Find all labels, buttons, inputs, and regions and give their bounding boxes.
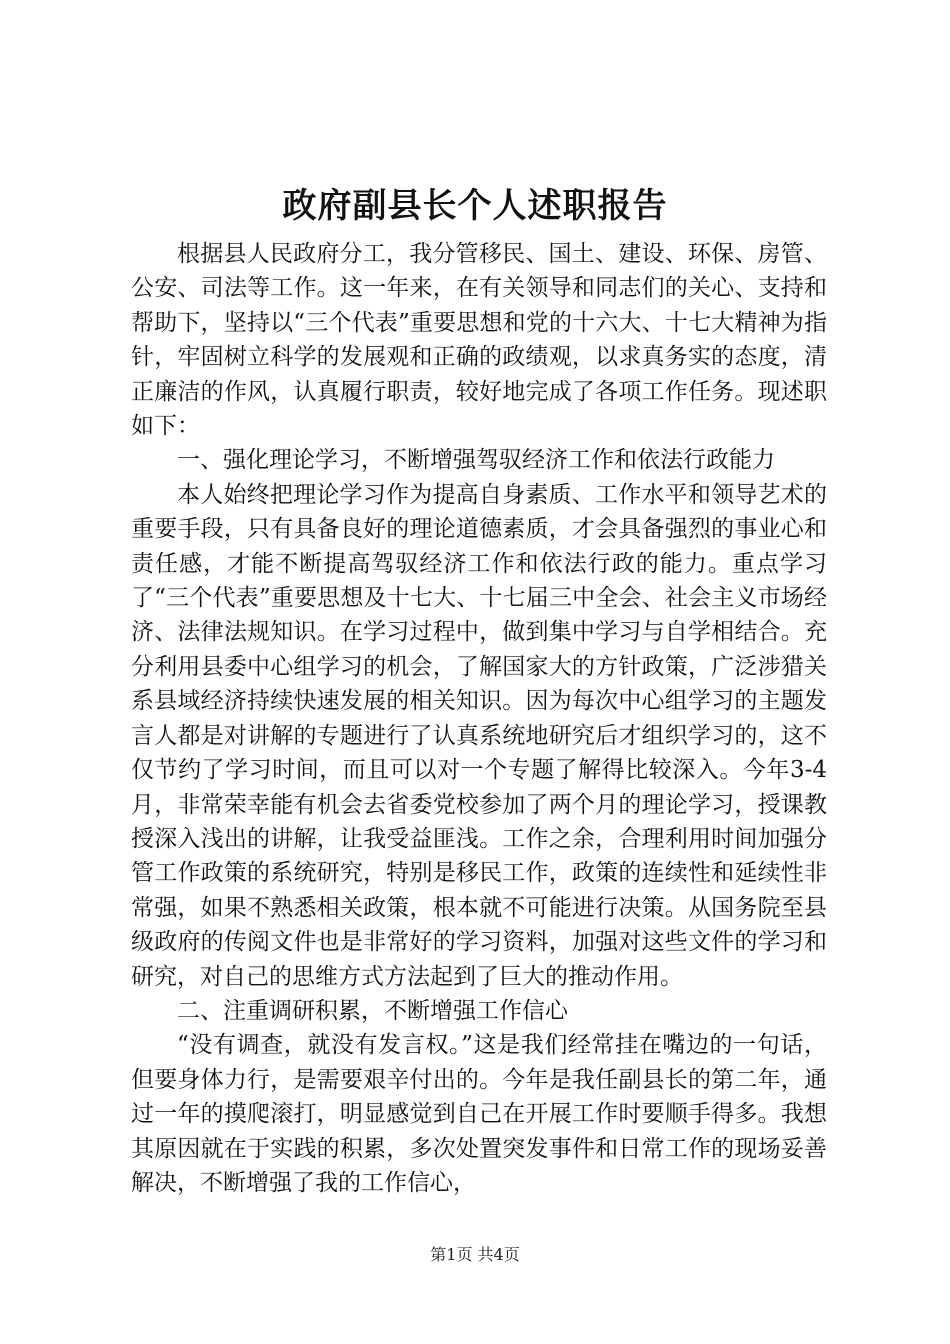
section-heading-1: 一、强化理论学习，不断增强驾驭经济工作和依法行政能力 [177,447,775,474]
paragraph-section-2: “没有调查，就没有发言权。”这是我们经常挂在嘴边的一句话，但要身体力行，是需要艰辛付出的。今年是我任副县长的第二年，通过一年的摸爬滚打，明显感觉到自己在开展工作时要顺手得多。我想其原因就在于实践的积累，多次处置突发事件和日常工作的现场妥善解决，不断增强了我的工作信心， [131,1032,827,1196]
section-heading-2: 二、注重调研积累，不断增强工作信心 [177,997,568,1024]
paragraph-section-1: 本人始终把理论学习作为提高自身素质、工作水平和领导艺术的重要手段，只有具备良好的理论道德素质，才会具备强烈的事业心和责任感，才能不断提高驾驭经济工作和依法行政的能力。重点学习了“三个代表”重要思想及十七大、十七届三中全会、社会主义市场经济、法律法规知识。在学习过程中，做到集中学习与自学相结合。充分利用县委中心组学习的机会，了解国家大的方针政策，广泛涉猎关系县域经济持续快速发展的相关知识。因为每次中心组学习的主题发言人都是对讲解的专题进行了认真系统地研究后才组织学习的，这不仅节约了学习时间，而且可以对一个专题了解得比较深入。今年3-4月，非常荣幸能有机会去省委党校参加了两个月的理论学习，授课教授深入浅出的讲解，让我受益匪浅。工作之余，合理利用时间加强分管工作政策的系统研究，特别是移民工作，政策的连续性和延续性非常强，如果不熟悉相关政策，根本就不可能进行决策。从国务院至县级政府的传阅文件也是非常好的学习资料，加强对这些文件的学习和研究，对自己的思维方式方法起到了巨大的推动作用。 [131,481,827,990]
page-number-footer: 第1页 共4页 [430,1245,520,1264]
document-body [131,237,827,1200]
document-title: 政府副县长个人述职报告 [282,186,668,226]
paragraph-intro: 根据县人民政府分工，我分管移民、国土、建设、环保、房管、公安、司法等工作。这一年来，在有关领导和同志们的关心、支持和帮助下，坚持以“三个代表”重要思想和党的十六大、十七大精神为指针，牢固树立科学的发展观和正确的政绩观，以求真务实的态度，清正廉洁的作风，认真履行职责，较好地完成了各项工作任务。现述职如下： [131,241,827,440]
